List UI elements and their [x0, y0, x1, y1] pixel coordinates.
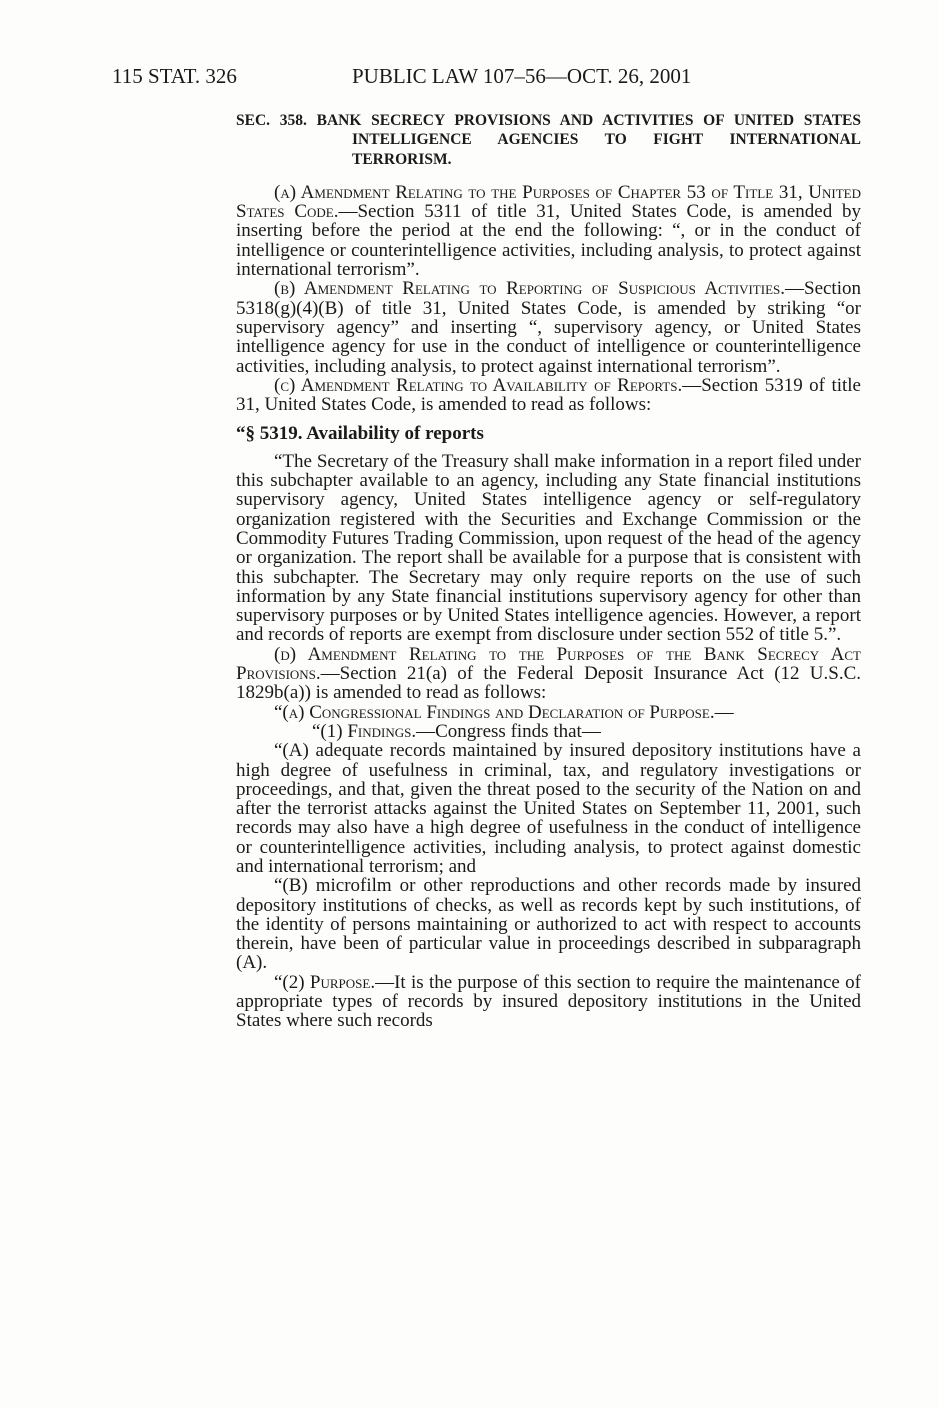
findings-b: “(B) microfilm or other reproductions and other records made by insured depository institutions of checks, as well as records kept by such institutions, of the identity of persons maintaining or authorized to act with respect to accounts therein, have been of particular value in proceedings described in subparagraph (A). [236, 875, 861, 974]
section-5319-heading: “§ 5319. Availability of reports [236, 423, 484, 445]
paragraph-b-text: —Section 5318(g)(4)(B) of title 31, United States Code, is amended by striking “or supervisory agency” and inserting “, supervisory agency, or United States intelligence agency for use in the conduct of intelligence or counterintelligence activities, including analysis, to protect against international terrorism”. [236, 278, 861, 377]
purpose-2-text: —It is the purpose of this section to require the maintenance of appropriate types of records by insured depository institutions in the United States where such records [236, 971, 861, 1032]
paragraph-a [236, 183, 861, 279]
findings-1 [236, 722, 861, 741]
findings-declaration-heading: “(a) Congressional Findings and Declaration of Purpose. [274, 701, 715, 723]
purpose-2-heading: “(2) Purpose. [274, 971, 376, 993]
purpose-2 [236, 973, 861, 1031]
congressional-findings-heading [236, 703, 861, 722]
section-title: SEC. 358. BANK SECRECY PROVISIONS AND ACTIVITIES OF UNITED STATES INTELLIGENCE AGENCIES TO FIGHT INTERNATIONAL TERRORISM. [236, 112, 861, 168]
paragraph-a-text: —Section 5311 of title 31, United States Code, is amended by inserting before the period at the end the following: “, or in the conduct of intelligence or counterintelligence activities, including analysis, to protect against international terrorism”. [236, 201, 861, 281]
paragraph-d-heading: (d) Amendment Relating to the Purposes of the Bank Secrecy Act Provisions. [236, 643, 861, 685]
findings-declaration-dash: — [714, 701, 734, 723]
paragraph-a-heading: (a) Amendment Relating to the Purposes of Chapter 53 of Title 31, United States Code. [236, 181, 861, 223]
findings-1-text: —Congress finds that— [416, 720, 601, 742]
paragraph-d-text: —Section 21(a) of the Federal Deposit Insurance Act (12 U.S.C. 1829b(a)) is amended to read as follows: [236, 663, 861, 704]
paragraph-c-text: —Section 5319 of title 31, United States Code, is amended to read as follows: [236, 374, 861, 416]
public-law-citation: PUBLIC LAW 107–56—OCT. 26, 2001 [352, 64, 692, 88]
paragraph-d [236, 645, 861, 703]
stat-page-number: 115 STAT. 326 [112, 64, 237, 88]
paragraph-c [236, 376, 861, 415]
findings-1-heading: “(1) Findings. [312, 720, 417, 742]
document-body [236, 111, 861, 1031]
page-header [112, 64, 832, 94]
paragraph-b-heading: (b) Amendment Relating to Reporting of Suspicious Activities. [274, 278, 785, 300]
section-5319-text: “The Secretary of the Treasury shall make information in a report filed under this subchapter available to an agency, including any State financial institutions supervisory agency, United States intelligence agency or self-regulatory organization registered with the Securities and Exchange Commission or the Commodity Futures Trading Commission, upon request of the head of the agency or organization. The report shall be available for a purpose that is consistent with this subchapter. The Secretary may only require reports on the use of such information by any State financial institutions supervisory agency for other than supervisory purposes or by United States intelligence agencies. However, a report and records of reports are exempt from disclosure under section 552 of title 5.”. [236, 450, 861, 646]
findings-a: “(A) adequate records maintained by insured depository institutions have a high degree of usefulness in criminal, tax, and regulatory investigations or proceedings, and that, given the threat posed to the security of the Nation on and after the terrorist attacks against the United States on September 11, 2001, such records may also have a high degree of usefulness in the conduct of intelligence or counterintelligence activities, including analysis, to protect against domestic and international terrorism; and [236, 740, 861, 877]
paragraph-c-heading: (c) Amendment Relating to Availability of Reports. [274, 374, 683, 396]
paragraph-b [236, 279, 861, 375]
